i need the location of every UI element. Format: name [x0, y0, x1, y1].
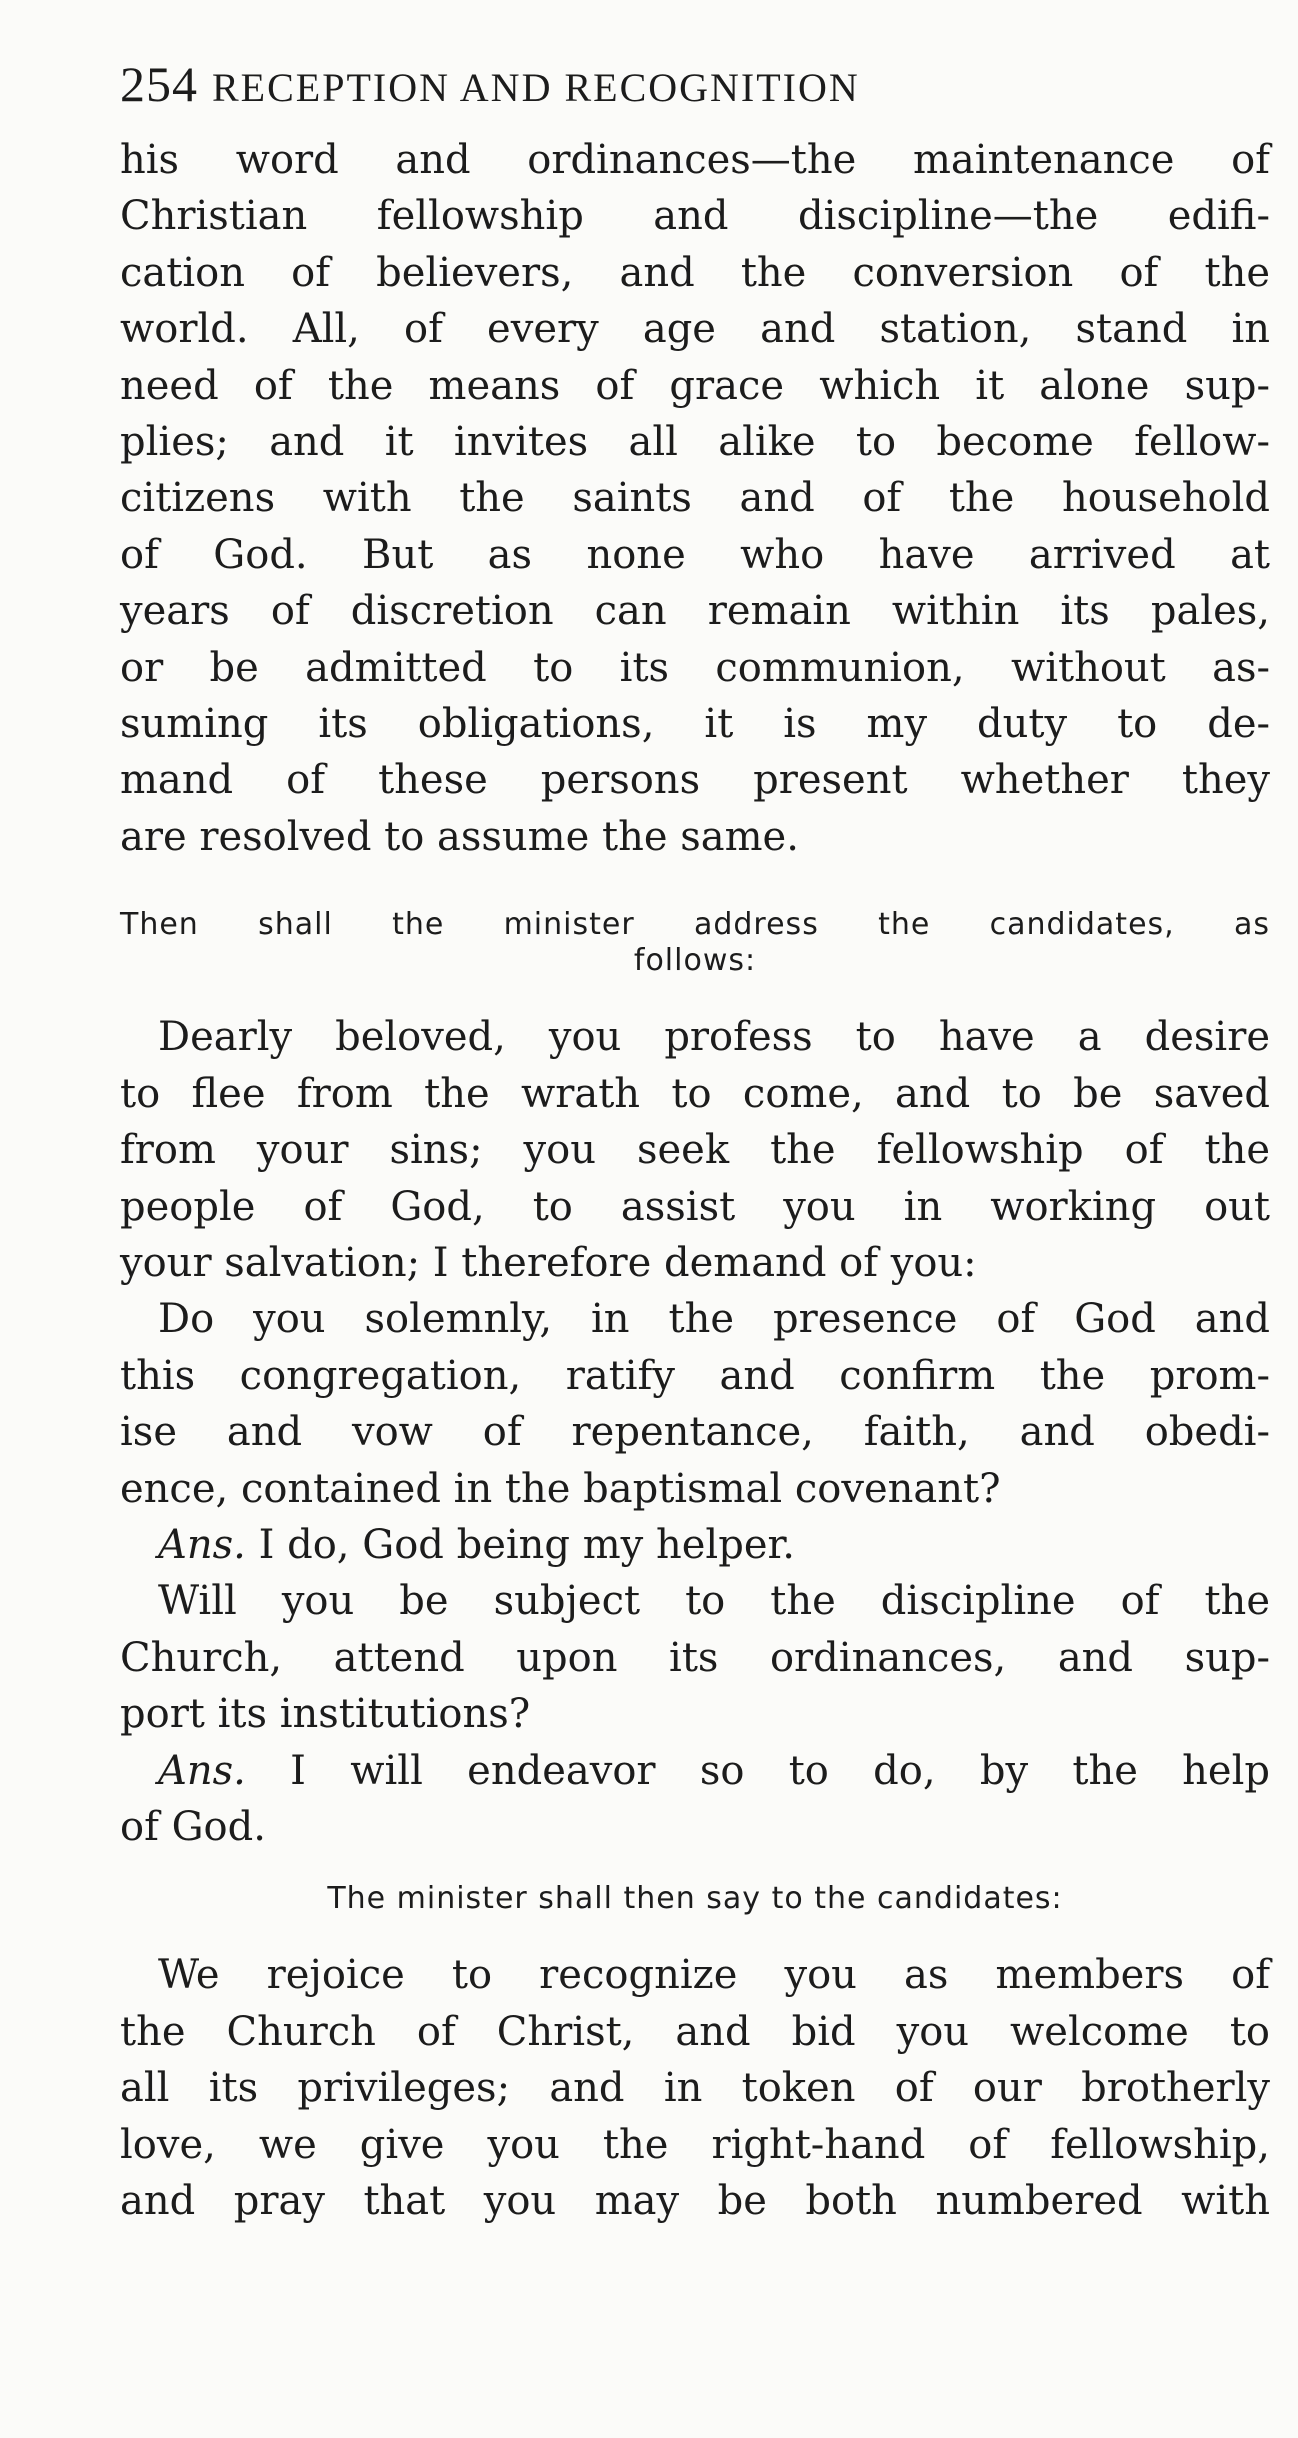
text-line: world. All, of every age and station, stand in: [120, 306, 1270, 353]
answer-text: I do, God being my helper.: [245, 1521, 795, 1568]
answer-label: Ans.: [158, 1521, 246, 1568]
text-line: citizens with the saints and of the household: [120, 475, 1270, 522]
question-line: ence, contained in the baptismal covenant?: [120, 1465, 1001, 1512]
answer-text: I will endeavor so to do, by the help: [245, 1747, 1270, 1794]
text-line: Christian fellowship and discipline—the edifi-: [120, 193, 1270, 240]
text-line: are resolved to assume the same.: [120, 813, 799, 860]
answer-label: Ans.: [158, 1747, 246, 1794]
page-header: [120, 50, 1270, 118]
answer-line: [120, 1517, 1270, 1573]
text-line: mand of these persons present whether they: [120, 757, 1270, 804]
running-title: RECEPTION AND RECOGNITION: [212, 65, 860, 110]
rubric-line: follows:: [633, 943, 757, 979]
text-line: Dearly beloved, you profess to have a desire: [158, 1014, 1270, 1061]
page-number: 254: [120, 56, 198, 112]
text-line: his word and ordinances—the maintenance of: [120, 137, 1270, 183]
paragraph-we-rejoice: [120, 1947, 1270, 2229]
book-page: [120, 50, 1270, 2229]
text-line: your salvation; I therefore demand of you:: [120, 1239, 977, 1286]
answer-line: of God.: [120, 1803, 266, 1850]
rubric-line: The minister shall then say to the candidates:: [327, 1881, 1063, 1917]
question-line: this congregation, ratify and confirm the prom-: [120, 1352, 1270, 1399]
question-line: Do you solemnly, in the presence of God and: [158, 1296, 1270, 1343]
question-line: ise and vow of repentance, faith, and obedi-: [120, 1409, 1270, 1456]
text-line: the Church of Christ, and bid you welcome to: [120, 2008, 1270, 2055]
question-line: Church, attend upon its ordinances, and sup-: [120, 1634, 1270, 1681]
text-line: of God. But as none who have arrived at: [120, 531, 1270, 578]
text-line: need of the means of grace which it alone sup-: [120, 362, 1270, 409]
rubric-line: Then shall the minister address the candidates, as: [120, 907, 1270, 943]
text-line: cation of believers, and the conversion of the: [120, 249, 1270, 296]
text-line: years of discretion can remain within its pales,: [120, 588, 1270, 635]
question-line: Will you be subject to the discipline of the: [158, 1578, 1270, 1625]
text-line: from your sins; you seek the fellowship of the: [120, 1127, 1270, 1174]
rubric-say-to-candidates: [120, 1881, 1270, 1917]
text-line: plies; and it invites all alike to become fellow-: [120, 419, 1270, 466]
question-line: port its institutions?: [120, 1691, 531, 1738]
text-line: people of God, to assist you in working out: [120, 1183, 1270, 1230]
text-line: all its privileges; and in token of our brotherly: [120, 2065, 1270, 2112]
text-line: We rejoice to recognize you as members of: [158, 1952, 1270, 1999]
text-line: and pray that you may be both numbered with: [120, 2178, 1270, 2224]
paragraph-fellowship: [120, 132, 1270, 865]
paragraph-dearly-beloved: [120, 1009, 1270, 1855]
text-line: or be admitted to its communion, without as-: [120, 644, 1270, 691]
rubric-address-candidates: [120, 907, 1270, 979]
answer-line: [120, 1743, 1270, 1799]
text-line: to flee from the wrath to come, and to be saved: [120, 1070, 1270, 1117]
text-line: suming its obligations, it is my duty to de-: [120, 701, 1270, 748]
text-line: love, we give you the right-hand of fellowship,: [120, 2121, 1270, 2168]
